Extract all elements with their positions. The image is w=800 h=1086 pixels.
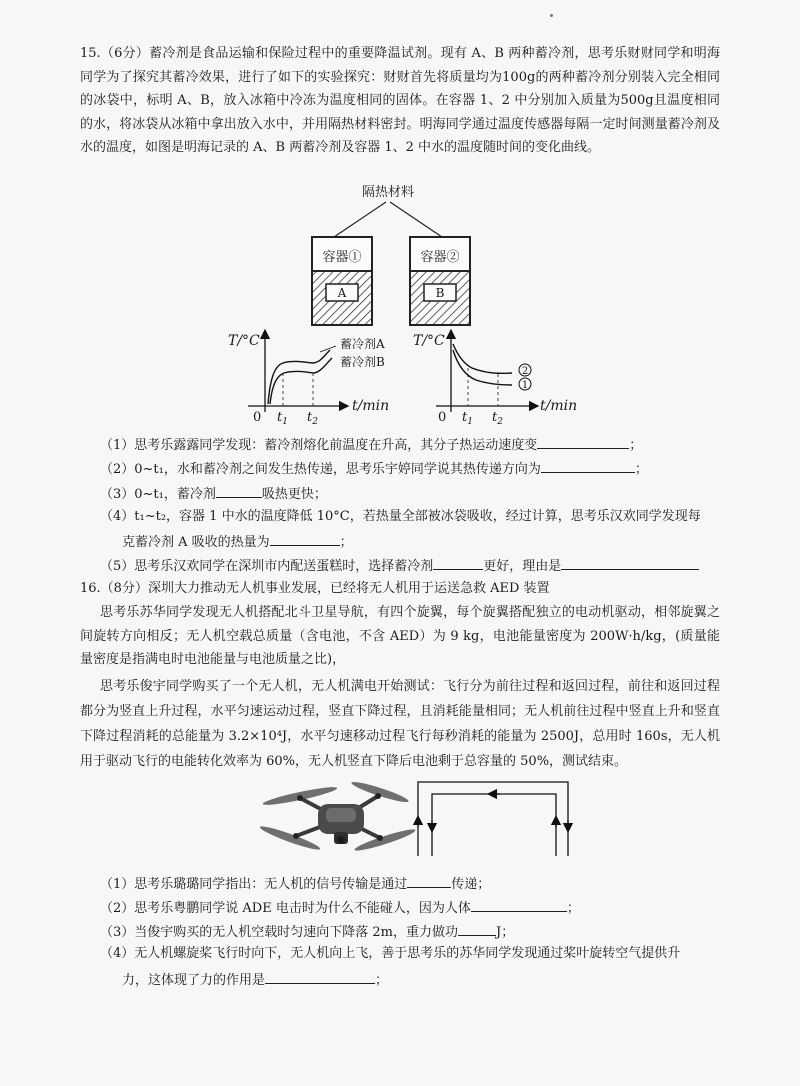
q15-sub2-text: （2）0~t₁，水和蓄冷剂之间发生热传递，思考乐宇婷同学说其热传递方向为 bbox=[100, 462, 541, 477]
curve-water-1 bbox=[453, 350, 512, 385]
q16-sub1 bbox=[100, 873, 490, 894]
flight-path-outbound bbox=[418, 782, 568, 856]
graph-water-xlabel: t/min bbox=[540, 398, 578, 414]
insulation-leader-left bbox=[334, 202, 386, 237]
q15-sub3-text-b: 吸热更快； bbox=[261, 487, 327, 502]
q15-sub4-blank[interactable] bbox=[270, 531, 340, 546]
q16-sub3-text-b: J； bbox=[496, 925, 515, 940]
q15-sub1-blank[interactable] bbox=[537, 434, 629, 449]
scan-dot bbox=[550, 14, 553, 17]
container-2 bbox=[410, 237, 470, 325]
q15-sub1-end: ； bbox=[629, 438, 643, 453]
insulation-leader-right bbox=[390, 202, 442, 237]
q16-sub2 bbox=[100, 897, 580, 918]
bag-a-label: A bbox=[337, 286, 347, 300]
drone-image bbox=[259, 779, 417, 854]
q16-sub2-blank[interactable] bbox=[471, 897, 567, 912]
graph-water-ylabel: T/°C bbox=[413, 333, 445, 349]
marker-water-1-label: 1 bbox=[521, 380, 529, 391]
q15-sub3-text-a: （3）0~t₁，蓄冷剂 bbox=[100, 487, 216, 502]
flight-path-diagram bbox=[418, 782, 568, 856]
graph-coolant-ylabel: T/°C bbox=[228, 333, 260, 349]
q15-sub2-blank[interactable] bbox=[541, 458, 635, 473]
q15-sub5-text-a: （5）思考乐汉欢同学在深圳市内配送蛋糕时，选择蓄冷剂 bbox=[100, 559, 434, 574]
q16-title: 16.（8分）深圳大力推动无人机事业发展，已经将无人机用于运送急救 AED 装置 bbox=[80, 581, 550, 596]
insulation-label: 隔热材料 bbox=[361, 185, 415, 200]
graph-coolant-t1: $t_1$ bbox=[277, 410, 288, 427]
q16-figure bbox=[0, 776, 800, 872]
container-1 bbox=[312, 237, 372, 325]
container-2-label: 容器② bbox=[420, 250, 460, 265]
graph-water-t2: $t_2$ bbox=[492, 410, 503, 427]
q15-sub2 bbox=[100, 458, 648, 479]
q16-sub4-line2 bbox=[122, 969, 388, 990]
q15-sub4-line2 bbox=[122, 531, 353, 552]
q15-sub3-blank[interactable] bbox=[216, 483, 262, 498]
graph-coolant bbox=[228, 330, 389, 427]
q15-sub2-end: ； bbox=[634, 462, 648, 477]
q16-sub4-text: 力，这体现了力的作用是 bbox=[122, 973, 266, 988]
q15-intro: 15.（6分）蓄冷剂是食品运输和保险过程中的重要降温试剂。现有 A、B 两种蓄冷剂，思考乐财财同学和明海同学为了探究其蓄冷效果，进行了如下的实验探究：财财首先将质量均为100g的两种蓄冷剂分别装入完全相同的冰袋中，标明 A、B，放入冰箱中冷冻为温度相同的固体。在容器 1、2 中分别加入质量为500g且温度相同的水，将冰袋从冰箱中拿出放入水中，并用隔热材料密封。明海同学通过温度传感器每隔一定时间测量蓄冷剂及水的温度，如图是明海记录的 A、B 两蓄冷剂及容器 1、2 中水的温度随时间的变化曲线。 bbox=[80, 46, 720, 155]
q15-sub3 bbox=[100, 483, 327, 504]
q16-sub4-line1: （4）无人机螺旋桨飞行时向下，无人机向上飞，善于思考乐的苏华同学发现通过桨叶旋转空气提供升 bbox=[100, 946, 681, 961]
q15-figure bbox=[0, 180, 800, 430]
graph-water-t1: $t_1$ bbox=[462, 410, 473, 427]
graph-coolant-origin: 0 bbox=[253, 410, 262, 425]
q15-sub5 bbox=[100, 555, 699, 576]
q15-sub4-end: ； bbox=[339, 535, 353, 550]
graph-coolant-t2: $t_2$ bbox=[307, 410, 318, 427]
q16-para2: 思考乐俊宇同学购买了一个无人机，无人机满电开始测试：飞行分为前往过程和返回过程，前往和返回过程都分为竖直上升过程，水平匀速运动过程，竖直下降过程，且消耗能量相同；无人机前往过程中竖直上升和竖直下降过程消耗的总能量为 3.2×10⁴J，水平匀速移动过程飞行每秒消耗的能量为 2500J，总用时 160s，无人机用于驱动飞行的电能转化效率为 60%，无人机竖直下降后电池剩于总容量的 50%，测试结束。 bbox=[80, 679, 720, 769]
legend-coolant-a: 蓄冷剂A bbox=[340, 337, 385, 351]
q16-para1: 思考乐苏华同学发现无人机搭配北斗卫星导航，有四个旋翼，每个旋翼搭配独立的电动机驱动，相邻旋翼之间旋转方向相反；无人机空载总质量（含电池，不含 AED）为 9 kg，电池能量密度为 200W·h/kg，(质量能量密度是指满电时电池能量与电池质量之比)， bbox=[80, 605, 720, 667]
q15-sub4-text: 克蓄冷剂 A 吸收的热量为 bbox=[122, 535, 270, 550]
legend-coolant-b: 蓄冷剂B bbox=[340, 355, 385, 369]
bag-b-label: B bbox=[435, 286, 445, 300]
curve-coolant-a bbox=[268, 350, 330, 404]
graph-coolant-xlabel: t/min bbox=[352, 398, 390, 414]
q16-sub2-text: （2）思考乐粤鹏同学说 ADE 电击时为什么不能碰人，因为人体 bbox=[100, 901, 471, 916]
q15-sub4-line1: （4）t₁~t₂，容器 1 中水的温度降低 10°C，若热量全部被冰袋吸收，经过计算，思考乐汉欢同学发现每 bbox=[100, 509, 701, 524]
graph-water bbox=[413, 330, 577, 427]
q16-sub4-end: ； bbox=[375, 973, 389, 988]
q15-sub5-blank-2[interactable] bbox=[561, 555, 699, 570]
q15-sub1 bbox=[100, 434, 642, 455]
q16-sub3 bbox=[100, 921, 514, 942]
q16-sub1-text-b: 传递； bbox=[451, 877, 491, 892]
q16-sub1-text-a: （1）思考乐璐璐同学指出：无人机的信号传输是通过 bbox=[100, 877, 408, 892]
q16-sub3-blank[interactable] bbox=[458, 921, 496, 936]
q15-sub1-text: （1）思考乐露露同学发现：蓄冷剂熔化前温度在升高，其分子热运动速度变 bbox=[100, 438, 538, 453]
q16-sub4-blank[interactable] bbox=[265, 969, 375, 984]
graph-water-origin: 0 bbox=[438, 410, 447, 425]
q16-sub2-end: ； bbox=[566, 901, 580, 916]
q16-sub3-text-a: （3）当俊宇购买的无人机空载时匀速向下降落 2m，重力做功 bbox=[100, 925, 459, 940]
marker-water-2-label: 2 bbox=[521, 366, 529, 377]
q16-sub1-blank[interactable] bbox=[407, 873, 451, 888]
q15-sub5-text-b: 更好，理由是 bbox=[483, 559, 562, 574]
container-1-label: 容器① bbox=[322, 250, 362, 265]
flight-path-return bbox=[432, 794, 556, 856]
q15-sub5-blank-1[interactable] bbox=[433, 555, 483, 570]
